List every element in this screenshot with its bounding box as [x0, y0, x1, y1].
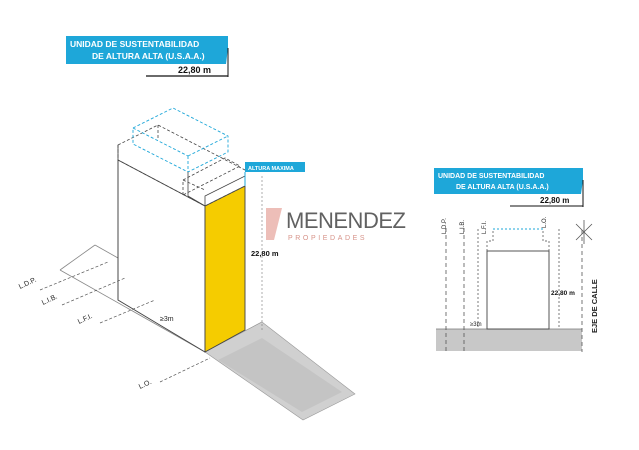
left-label-lib: L.I.B.: [40, 293, 59, 307]
left-height-value: 22,80 m: [178, 65, 212, 75]
max-height-tag: ALTURA MAXIMA: [248, 166, 294, 172]
right-label-lo: L.O.: [542, 216, 548, 228]
right-header-line1: UNIDAD DE SUSTENTABILIDAD: [438, 173, 545, 180]
street-axis-marker: [576, 220, 592, 244]
watermark-tagline: PROPIEDADES: [288, 235, 368, 242]
left-label-ldp: L.D.P.: [17, 276, 38, 291]
watermark-logo-mark: [266, 208, 282, 240]
building-left-face: [118, 160, 205, 352]
left-header-line1: UNIDAD DE SUSTENTABILIDAD: [70, 39, 200, 49]
right-base-offset: ≥3m: [470, 322, 482, 328]
watermark-brand: MENENDEZ: [286, 208, 406, 233]
top-volume-outline: [133, 108, 228, 172]
right-side-height: 22,80 m: [551, 290, 575, 297]
section-building: [487, 251, 549, 329]
left-side-height: 22,80 m: [251, 249, 279, 258]
right-label-lib: L.I.B.: [460, 219, 466, 234]
right-header-line2: DE ALTURA ALTA (U.S.A.A.): [456, 184, 549, 191]
ground-band: [436, 329, 582, 351]
right-label-lfi: L.F.I.: [482, 220, 488, 234]
left-label-lo: L.O.: [137, 378, 153, 391]
left-base-offset: ≥3m: [160, 316, 174, 323]
left-header-line2: DE ALTURA ALTA (U.S.A.A.): [92, 51, 205, 61]
left-label-lfi: L.F.I.: [76, 313, 94, 326]
right-label-ldp: L.D.P.: [442, 218, 448, 234]
right-section-diagram: [434, 168, 599, 352]
max-height-face: [205, 186, 245, 352]
street-axis-label: EJE DE CALLE: [590, 279, 599, 333]
right-height-value: 22,80 m: [540, 196, 570, 205]
watermark: [266, 208, 406, 242]
